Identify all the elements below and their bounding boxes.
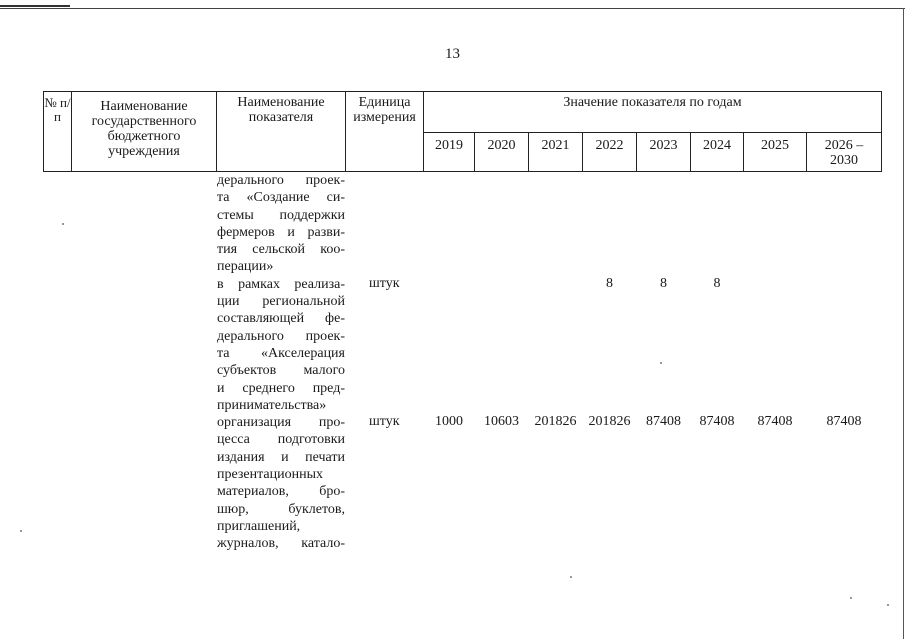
- row-1-unit: штук: [369, 276, 400, 291]
- row-1-value-2022: 8: [606, 276, 613, 291]
- indicator-line: составляющей фе-: [217, 311, 345, 327]
- header-year-2020: 2020: [474, 132, 529, 172]
- row-2-value-2026-2030: 87408: [826, 414, 862, 429]
- header-year-2022: 2022: [582, 132, 637, 172]
- indicator-line: материалов, бро-: [217, 484, 345, 500]
- indicator-line: перации»: [217, 259, 274, 275]
- indicator-line: приглашений,: [217, 518, 301, 534]
- indicator-line: журналов, катало-: [217, 536, 345, 552]
- scan-speck: [850, 597, 852, 599]
- scan-speck: [660, 362, 662, 364]
- row-2-value-2025: 87408: [757, 414, 793, 429]
- row-2-unit: штук: [369, 414, 400, 429]
- indicator-line: ции региональной: [217, 294, 345, 310]
- indicator-text: [217, 172, 345, 553]
- header-unit: Единица измерения: [345, 91, 424, 172]
- scan-speck: [570, 576, 572, 578]
- indicator-line: шюр, буклетов,: [217, 501, 345, 517]
- row-2-value-2024: 87408: [699, 414, 735, 429]
- page-number: 13: [445, 46, 460, 62]
- scan-speck: [62, 223, 64, 225]
- row-2-value-2021: 201826: [534, 414, 577, 429]
- indicator-line: дерального проек-: [217, 328, 345, 344]
- indicator-line: организация про-: [217, 415, 345, 431]
- indicator-line: презентационных: [217, 467, 323, 483]
- indicator-line: субъектов малого: [217, 363, 345, 379]
- header-year-2019: 2019: [423, 132, 475, 172]
- header-institution: Наименование государственного бюджетного учреждения: [71, 91, 217, 172]
- indicator-line: и среднего пред-: [217, 380, 345, 396]
- indicator-line: тия сельской коо-: [217, 242, 345, 258]
- row-2-value-2022: 201826: [588, 414, 631, 429]
- indicator-line: цесса подготовки: [217, 432, 345, 448]
- header-year-2023: 2023: [636, 132, 691, 172]
- header-years-group: Значение показателя по годам: [423, 91, 882, 133]
- indicator-line: та «Акселерация: [217, 345, 345, 361]
- header-year-2025: 2025: [743, 132, 807, 172]
- row-2-value-2023: 87408: [646, 414, 681, 429]
- right-border: [903, 8, 904, 639]
- top-border: [0, 8, 905, 9]
- indicator-line: стемы поддержки: [217, 207, 345, 223]
- row-2-value-2019: 1000: [435, 414, 463, 429]
- header-year-2024: 2024: [690, 132, 744, 172]
- row-2-value-2020: 10603: [484, 414, 519, 429]
- scan-speck: [887, 604, 889, 606]
- header-indicator: Наименование показателя: [216, 91, 346, 172]
- indicator-line: та «Создание си-: [217, 190, 345, 206]
- header-num: № п/п: [43, 91, 72, 172]
- header-year-2026-2030: 2026 – 2030: [806, 132, 882, 172]
- header-year-2021: 2021: [528, 132, 583, 172]
- top-border-thick: [0, 5, 70, 7]
- indicator-line: принимательства»: [217, 397, 327, 413]
- scan-speck: [20, 530, 22, 532]
- indicator-line: дерального проек-: [217, 173, 345, 188]
- indicator-line: в рамках реализа-: [217, 276, 345, 292]
- row-1-value-2023: 8: [660, 276, 667, 291]
- indicator-line: издания и печати: [217, 449, 345, 465]
- indicator-line: фермеров и разви-: [217, 224, 345, 240]
- row-1-value-2024: 8: [713, 276, 721, 291]
